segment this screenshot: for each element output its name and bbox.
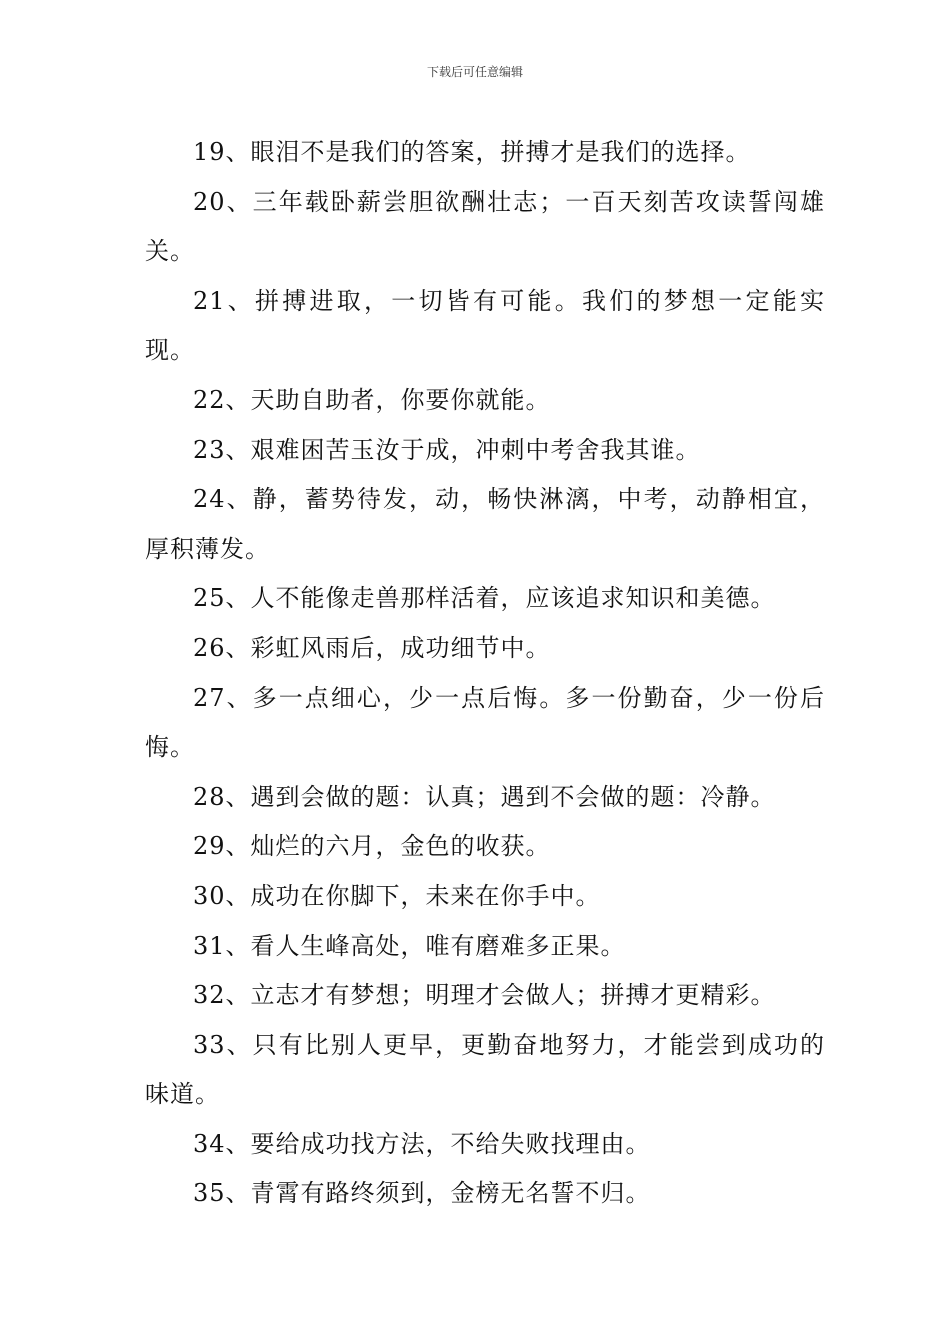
paragraph-32: 32、立志才有梦想；明理才会做人；拼搏才更精彩。 [193, 981, 776, 1010]
paragraph-28: 28、遇到会做的题：认真；遇到不会做的题：冷静。 [193, 782, 776, 811]
page-header: 下载后可任意编辑 [426, 65, 523, 79]
paragraph-31: 31、看人生峰高处，唯有磨难多正果。 [193, 931, 626, 960]
paragraph-21: 21、拼搏进取，一切皆有可能。我们的梦想一定能实现。 [145, 286, 825, 365]
paragraph-33: 33、只有比别人更早，更勤奋地努力，才能尝到成功的味道。 [145, 1030, 825, 1109]
paragraph-25: 25、人不能像走兽那样活着，应该追求知识和美德。 [193, 584, 776, 613]
paragraph-23: 23、艰难困苦玉汝于成，冲刺中考舍我其谁。 [193, 435, 701, 464]
paragraph-22: 22、天助自助者，你要你就能。 [193, 385, 551, 414]
document-body [145, 128, 825, 1219]
paragraph-30: 30、成功在你脚下，未来在你手中。 [193, 881, 601, 910]
paragraph-34: 34、要给成功找方法，不给失败找理由。 [193, 1129, 651, 1158]
paragraph-20: 20、三年载卧薪尝胆欲酬壮志；一百天刻苦攻读誓闯雄关。 [145, 187, 825, 266]
paragraph-27: 27、多一点细心，少一点后悔。多一份勤奋，少一份后悔。 [145, 683, 825, 762]
paragraph-35: 35、青霄有路终须到，金榜无名誓不归。 [193, 1179, 651, 1208]
paragraph-24: 24、静，蓄势待发，动，畅快淋漓，中考，动静相宜，厚积薄发。 [145, 485, 825, 563]
paragraph-26: 26、彩虹风雨后，成功细节中。 [193, 633, 551, 662]
paragraph-19: 19、眼泪不是我们的答案，拼搏才是我们的选择。 [193, 138, 751, 166]
paragraph-29: 29、灿烂的六月，金色的收获。 [193, 832, 551, 861]
